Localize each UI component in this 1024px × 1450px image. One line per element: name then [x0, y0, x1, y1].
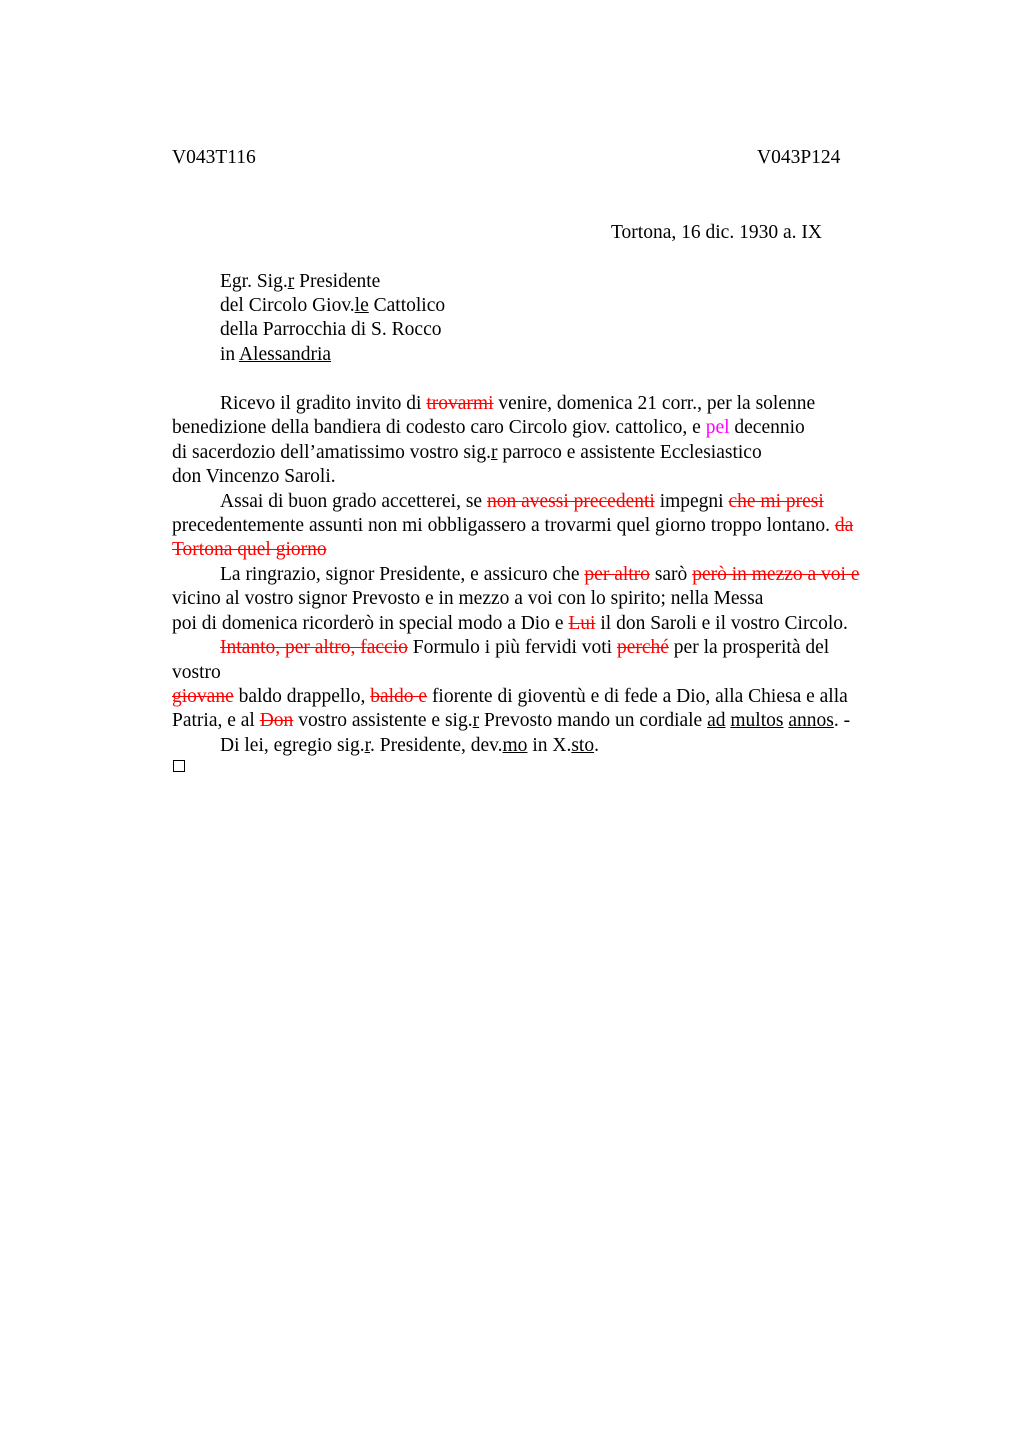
- body-text: La ringrazio, signor Presidente, e assicuro che: [220, 564, 585, 585]
- body-text: parroco e assistente Ecclesiastico: [497, 442, 762, 463]
- body-text: poi di domenica ricorderò in special modo a Dio e: [172, 613, 569, 634]
- address-line-4: [220, 343, 331, 367]
- abbreviation-superscript: sto: [571, 735, 595, 756]
- body-text: vostro assistente e sig.: [293, 710, 473, 731]
- abbreviation-superscript: r: [472, 710, 480, 731]
- deleted-text: però in mezzo a voi e: [692, 564, 860, 585]
- body-text: Assai di buon grado accetterei, se: [220, 491, 487, 512]
- body-line: [220, 490, 824, 514]
- body-text: per la prosperità del: [668, 637, 830, 658]
- latin-phrase: annos: [788, 710, 834, 731]
- deleted-text: Lui: [568, 613, 596, 634]
- deleted-text: Intanto, per altro, faccio: [220, 637, 408, 658]
- body-line: [172, 685, 848, 709]
- body-line: [172, 441, 762, 465]
- address-line-1: [220, 270, 380, 294]
- body-text: .: [594, 735, 599, 756]
- address-text: in: [220, 344, 239, 365]
- body-text: di sacerdozio dell’amatissimo vostro sig.: [172, 442, 491, 463]
- deleted-text: Tortona quel giorno: [172, 539, 327, 560]
- body-text: impegni: [654, 491, 729, 512]
- deleted-text: da: [834, 515, 854, 536]
- body-text: fiorente di gioventù e di fede a Dio, alla Chiesa e alla: [427, 686, 848, 707]
- body-text: Di lei, egregio sig.: [220, 735, 365, 756]
- body-text: Patria, e al: [172, 710, 260, 731]
- abbreviation-superscript: r: [287, 271, 295, 292]
- deleted-text: non avessi precedenti: [486, 491, 655, 512]
- body-line: [172, 709, 850, 733]
- body-line: [220, 636, 829, 660]
- letter-date: Tortona, 16 dic. 1930 a. IX: [611, 222, 822, 243]
- body-text: il don Saroli e il vostro Circolo.: [595, 613, 848, 634]
- address-text: Cattolico: [368, 295, 446, 316]
- address-text: del Circolo Giov.: [220, 295, 355, 316]
- address-text: Presidente: [294, 271, 381, 292]
- body-text: sarò: [649, 564, 693, 585]
- latin-phrase: multos: [730, 710, 784, 731]
- body-text: venire, domenica 21 corr., per la solenne: [493, 393, 816, 414]
- body-text: Formulo i più fervidi voti: [407, 637, 617, 658]
- abbreviation-superscript: r: [490, 442, 498, 463]
- body-text: . -: [833, 710, 851, 731]
- body-line: vostro: [172, 662, 221, 683]
- closing-line: [220, 734, 599, 758]
- deleted-text: perché: [616, 637, 669, 658]
- abbreviation-superscript: r: [364, 735, 371, 756]
- document-code-right: V043P124: [757, 147, 841, 168]
- checkbox-square-icon: [173, 760, 185, 772]
- body-text: Ricevo il gradito invito di: [220, 393, 427, 414]
- body-text: decennio: [729, 417, 805, 438]
- abbreviation-superscript: le: [354, 295, 369, 316]
- body-text: benedizione della bandiera di codesto caro Circolo giov. cattolico, e: [172, 417, 706, 438]
- body-text: precedentemente assunti non mi obbligassero a trovarmi quel giorno troppo lontano.: [172, 515, 835, 536]
- inserted-text: pel: [705, 417, 730, 438]
- address-city: Alessandria: [238, 344, 332, 365]
- deleted-text: baldo e: [370, 686, 428, 707]
- address-line-3: della Parrocchia di S. Rocco: [220, 319, 442, 340]
- body-line: [172, 612, 848, 636]
- body-text: in X.: [527, 735, 572, 756]
- deleted-text: per altro: [584, 564, 650, 585]
- deleted-text: Don: [259, 710, 294, 731]
- address-text: Egr. Sig.: [220, 271, 288, 292]
- deleted-text: giovane: [172, 686, 234, 707]
- body-text: baldo drappello,: [233, 686, 371, 707]
- body-line: don Vincenzo Saroli.: [172, 466, 336, 487]
- body-text: Prevosto mando un cordiale: [479, 710, 708, 731]
- body-line: vicino al vostro signor Prevosto e in mezzo a voi con lo spirito; nella Messa: [172, 588, 764, 609]
- body-line: [172, 416, 805, 440]
- abbreviation-superscript: mo: [502, 735, 528, 756]
- body-line: [172, 538, 327, 562]
- latin-phrase: ad: [707, 710, 726, 731]
- body-text: . Presidente, dev.: [370, 735, 503, 756]
- body-line: [172, 514, 853, 538]
- body-line: [220, 563, 860, 587]
- document-code-left: V043T116: [172, 147, 256, 168]
- body-line: [220, 392, 815, 416]
- deleted-text: che mi presi: [728, 491, 824, 512]
- deleted-text: trovarmi: [426, 393, 494, 414]
- address-line-2: [220, 294, 445, 318]
